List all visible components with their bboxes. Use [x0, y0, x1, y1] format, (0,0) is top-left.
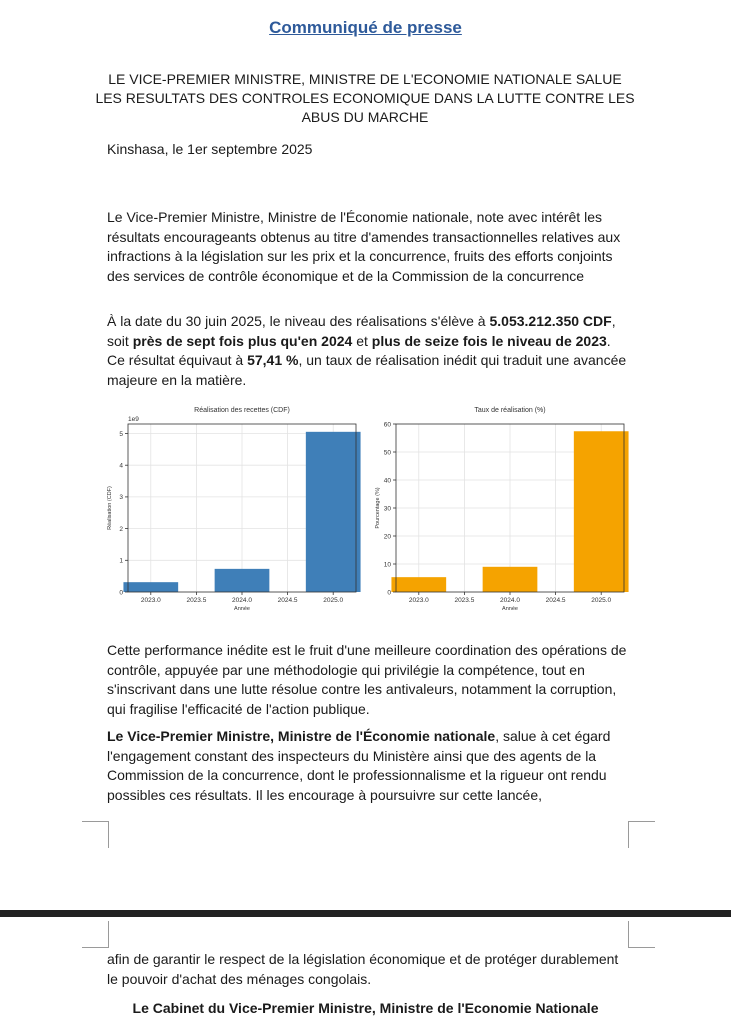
paragraph-results: [107, 312, 627, 390]
x-tick-label: 2023.5: [454, 597, 475, 604]
results-text-1: À la date du 30 juin 2025, le niveau des réalisations s'élève à: [107, 313, 490, 329]
y-tick-label: 20: [383, 533, 391, 541]
y-tick-label: 2: [119, 525, 123, 533]
y-tick-label: 5: [119, 430, 123, 438]
paragraph-acknowledgement: [107, 727, 627, 805]
paragraph-closing: afin de garantir le respect de la législation économique et de protéger durablement le pouvoir d'achat des ménages congolais.: [107, 951, 619, 987]
y-tick-label: 30: [383, 505, 391, 513]
place-date: Kinshasa, le 1er septembre 2025: [107, 141, 313, 157]
chart-revenue: [100, 398, 362, 616]
y-tick-label: 1: [119, 557, 123, 565]
bar-2025: [574, 431, 629, 592]
charts-figure: [100, 398, 640, 616]
y-multiplier-label: 1e9: [128, 416, 139, 423]
x-axis-label: Année: [234, 606, 250, 612]
bar-2024: [483, 567, 538, 592]
page-separator: [0, 910, 731, 917]
results-text-4: . Ce résultat équivaut à: [107, 332, 611, 369]
results-rate: 57,41 %: [247, 352, 299, 369]
page-corner-mark: [82, 921, 109, 948]
page-corner-mark: [82, 821, 109, 848]
paragraph-performance: Cette performance inédite est le fruit d'une meilleure coordination des opérations de contrôle, appuyée par une méthodologie qui privilégie la compétence, tout en s'inscrivant dans une lutte résolue contre les antivaleurs, notamment la corruption, qui fragilise l'efficacité de l'action publique.: [107, 642, 627, 717]
x-tick-label: 2024.5: [277, 597, 298, 604]
bar-2023: [123, 582, 178, 592]
headline-line-1: LE VICE-PREMIER MINISTRE, MINISTRE DE L'ECONOMIE NATIONALE SALUE: [108, 71, 622, 87]
y-tick-label: 0: [387, 589, 391, 597]
y-tick-label: 3: [119, 494, 123, 502]
page-corner-mark: [628, 821, 655, 848]
y-tick-label: 60: [383, 421, 391, 429]
x-tick-label: 2024.0: [232, 597, 252, 604]
chart-title: Taux de réalisation (%): [474, 407, 546, 414]
headline-line-3: ABUS DU MARCHE: [301, 109, 429, 125]
y-tick-label: 50: [383, 449, 391, 457]
document-title: Communiqué de presse: [269, 18, 462, 37]
results-text-5: , un taux de réalisation inédit qui traduit une avancée majeure en la matière.: [107, 352, 627, 388]
chart-title: Réalisation des recettes (CDF): [194, 407, 290, 414]
paragraph-intro: Le Vice-Premier Ministre, Ministre de l'Économie nationale, note avec intérêt les résultats encourageants obtenus au titre d'amendes transactionnelles relatives aux infractions à la législation sur les prix et la concurrence, fruits des efforts conjoints des services de contrôle économique et de la Commission de la concurrence: [107, 209, 621, 284]
results-text-3: et: [352, 332, 372, 349]
x-tick-label: 2025.0: [323, 597, 344, 604]
x-tick-label: 2025.0: [591, 597, 612, 604]
results-vs-2024: près de sept fois plus qu'en 2024: [132, 332, 353, 349]
results-text-2: , soit: [107, 313, 616, 349]
results-amount: 5.053.212.350 CDF: [489, 313, 612, 329]
y-tick-label: 40: [383, 477, 391, 485]
bar-2024: [215, 569, 270, 592]
bar-2023: [391, 577, 446, 592]
x-tick-label: 2023.0: [408, 597, 429, 604]
y-tick-label: 4: [119, 462, 123, 470]
y-tick-label: 10: [383, 561, 391, 569]
x-tick-label: 2023.5: [186, 597, 207, 604]
x-tick-label: 2024.0: [500, 597, 520, 604]
headline-line-2: LES RESULTATS DES CONTROLES ECONOMIQUE DANS LA LUTTE CONTRE LES: [95, 90, 635, 106]
results-vs-2023: plus de seize fois le niveau de 2023: [371, 332, 607, 349]
ack-text: , salue à cet égard l'engagement constant des inspecteurs du Ministère ainsi que des agents de la Commission de la concurrence, dont le professionnalisme et la rigueur ont rendu possibles ces résultats. Il les encourage à poursuivre sur cette lancée,: [107, 728, 611, 803]
x-tick-label: 2024.5: [545, 597, 566, 604]
headline: [95, 70, 635, 127]
x-axis-label: Année: [502, 606, 518, 612]
y-axis-label: Réalisation (CDF): [107, 486, 113, 530]
signature: Le Cabinet du Vice-Premier Ministre, Ministre de l'Economie Nationale: [132, 1000, 599, 1016]
y-axis-label: Pourcentage (%): [375, 487, 381, 529]
chart-rate: [368, 398, 630, 616]
page-corner-mark: [628, 921, 655, 948]
y-tick-label: 0: [119, 589, 123, 597]
bar-2025: [306, 432, 361, 592]
ack-minister: Le Vice-Premier Ministre, Ministre de l'Économie nationale: [107, 728, 496, 744]
x-tick-label: 2023.0: [140, 597, 161, 604]
